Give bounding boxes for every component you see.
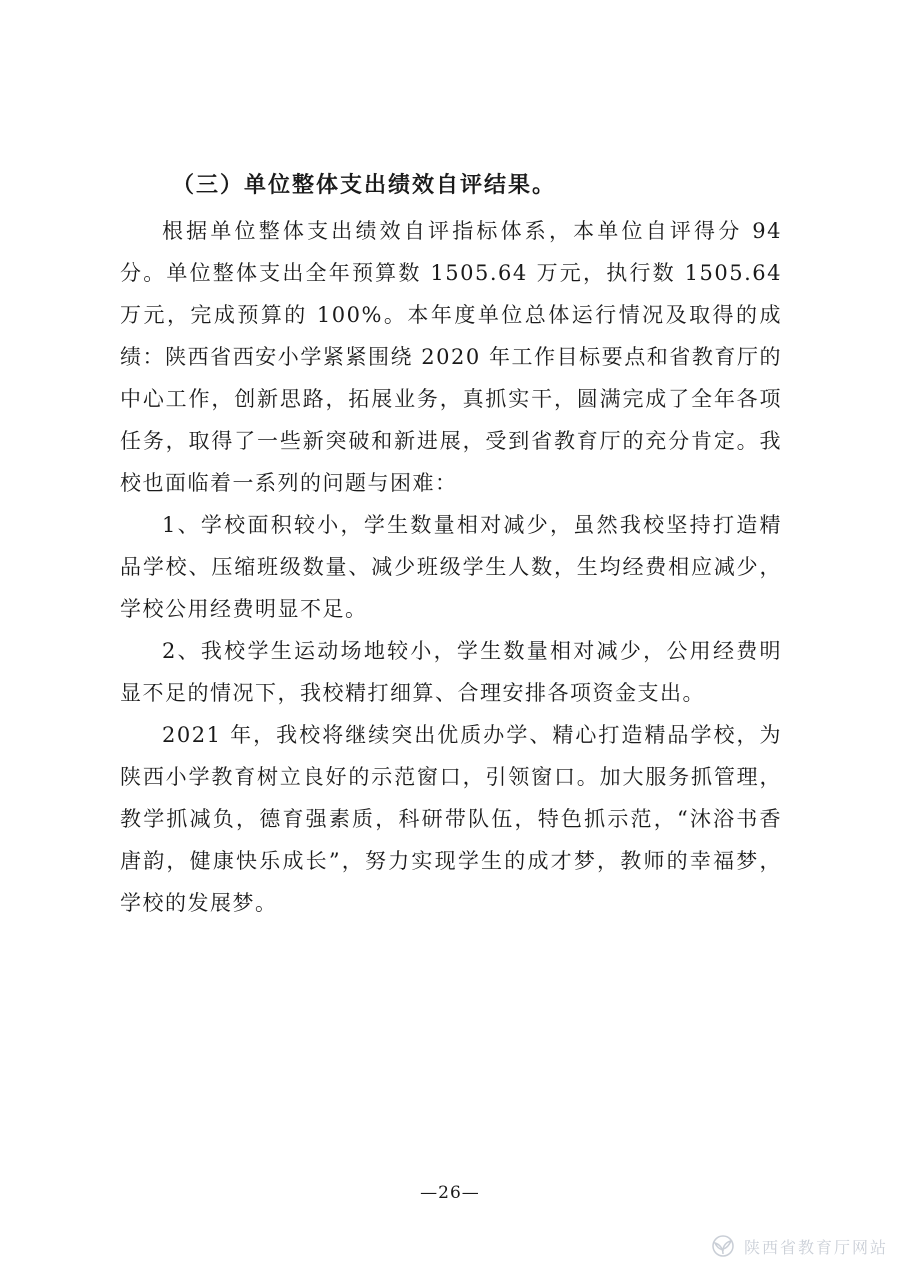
paragraph-problem-1: 1、学校面积较小，学生数量相对减少，虽然我校坚持打造精品学校、压缩班级数量、减少班级学生人数，生均经费相应减少，学校公用经费明显不足。	[120, 513, 782, 621]
seedling-logo-icon	[708, 1234, 738, 1258]
page-number: —26—	[420, 1183, 480, 1203]
watermark-text: 陕西省教育厅网站	[743, 1237, 888, 1257]
body-text	[120, 210, 782, 924]
watermark	[708, 1234, 888, 1258]
paragraph-summary: 根据单位整体支出绩效自评指标体系，本单位自评得分 94 分。单位整体支出全年预算数 1505.64 万元，执行数 1505.64 万元，完成预算的 100%。本年度单位总体运行情况及取得的成绩：陕西省西安小学紧紧围绕 2020 年工作目标要点和省教育厅的中心工作，创新思路，拓展业务，真抓实干，圆满完成了全年各项任务，取得了一些新突破和新进展，受到省教育厅的充分肯定。我校也面临着一系列的问题与困难：	[120, 219, 782, 495]
paragraph-problem-2: 2、我校学生运动场地较小，学生数量相对减少，公用经费明显不足的情况下，我校精打细算、合理安排各项资金支出。	[120, 639, 782, 705]
section-heading: （三）单位整体支出绩效自评结果。	[172, 173, 557, 198]
paragraph-plan-2021: 2021 年，我校将继续突出优质办学、精心打造精品学校，为陕西小学教育树立良好的示范窗口，引领窗口。加大服务抓管理，教学抓减负，德育强素质，科研带队伍，特色抓示范，“沐浴书香唐韵，健康快乐成长”，努力实现学生的成才梦，教师的幸福梦，学校的发展梦。	[120, 723, 782, 915]
